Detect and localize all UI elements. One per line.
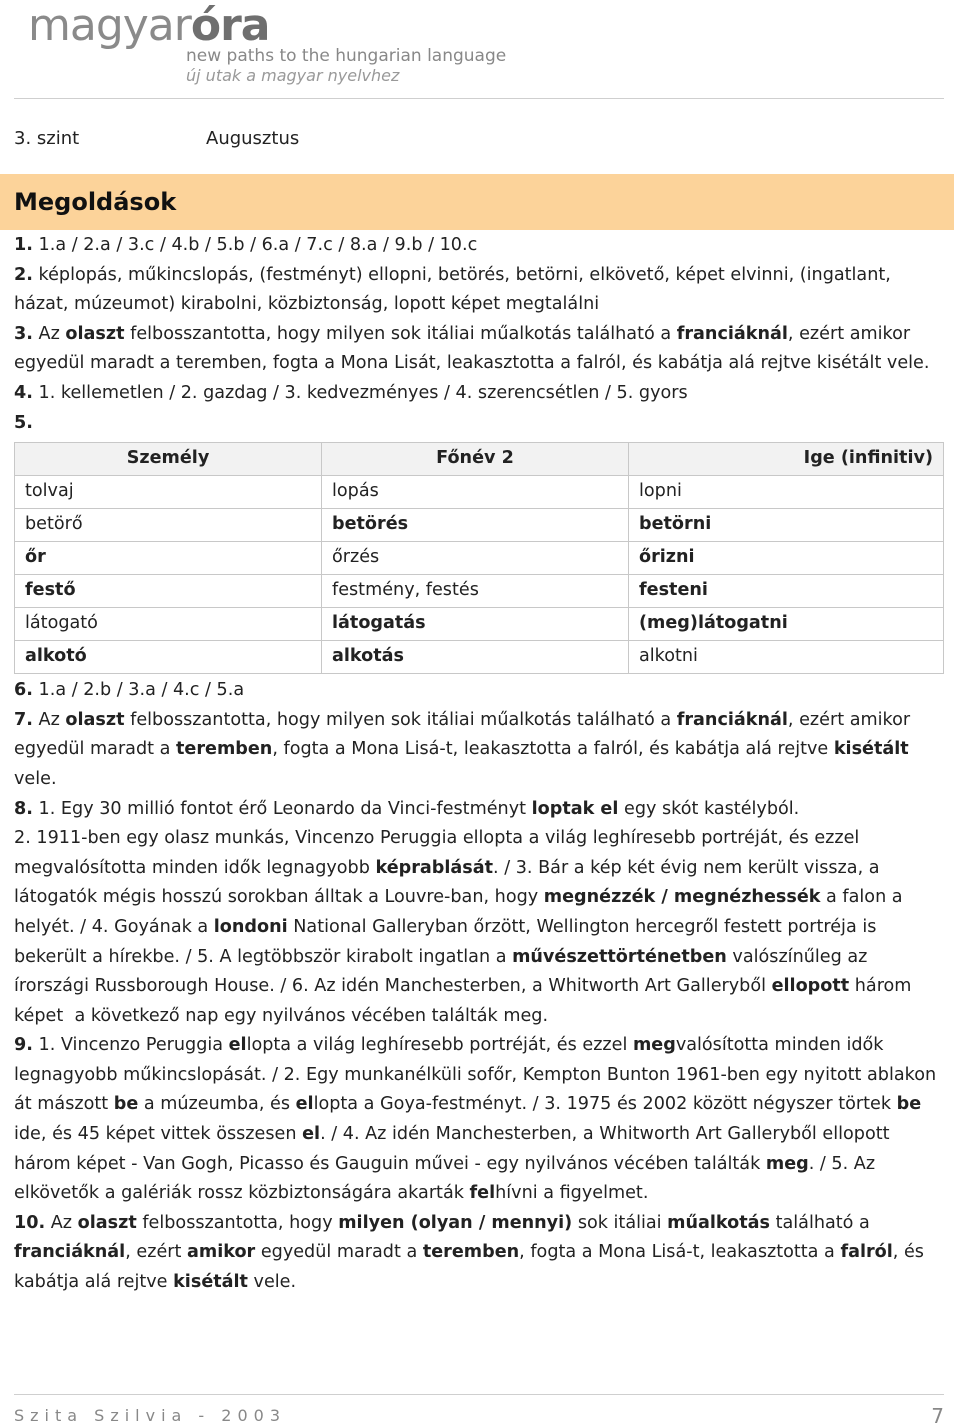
table-row [15, 509, 944, 542]
table-cell: őrzés [322, 542, 629, 575]
table-cell: festő [15, 575, 322, 608]
table-cell: lopás [322, 476, 629, 509]
table-cell: őrizni [629, 542, 944, 575]
page-number: 7 [931, 1404, 944, 1428]
answer-8: 8. 1. Egy 30 millió fontot érő Leonardo da Vinci-festményt loptak el egy skót kastélyból. 2. 1911-ben egy olasz munkás, Vincenzo Peruggia ellopta a világ leghíresebb portréját, és ezzel megvalósította minden idők legnagyobb képrablását. / 3. Bár a kép két évig nem került vissza, a látogatók mégis hosszú sorokban álltak a Louvre-ban, hogy megnézzék / megnézhessék a falon a helyét. / 4. Goyának a londoni National Galleryban őrzött, Wellington hercegről festett portréja is bekerült a hírekbe. / 5. A legtöbbször kirabolt ingatlan a művészettörténetben valószínűleg az írországi Russborough House. / 6. Az idén Manchesterben, a Whitworth Art Galleryből ellopott három képet a következő nap egy nyilvános vécében találták meg. [14, 798, 912, 1026]
table-row [15, 608, 944, 641]
table-cell: festmény, festés [322, 575, 629, 608]
table-cell: alkotni [629, 641, 944, 674]
table-row [15, 542, 944, 575]
solutions-banner [0, 174, 954, 230]
month-label: Augusztus [206, 128, 300, 149]
logo-tagline-hu: új utak a magyar nyelvhez [186, 66, 400, 85]
answer-5: 5. [14, 412, 33, 433]
table-cell: őr [15, 542, 322, 575]
answer-3: 3. Az olaszt felbosszantotta, hogy milyen sok itáliai műalkotás található a franciáknál, ezért amikor egyedül maradt a teremben, fogta a Mona Lisát, leakasztotta a falról, és kabátja alá rejtve kisétált vele. [14, 323, 930, 374]
table-cell: lopni [629, 476, 944, 509]
logo-tagline-en: new paths to the hungarian language [186, 46, 507, 66]
table-cell: betörés [322, 509, 629, 542]
level-line [14, 128, 300, 149]
header-szemely: Személy [15, 443, 322, 476]
solutions-title: Megoldások [14, 188, 177, 216]
table-cell: tolvaj [15, 476, 322, 509]
table-cell: (meg)látogatni [629, 608, 944, 641]
footer-author: Szita Szilvia - 2003 [14, 1406, 286, 1425]
table-row [15, 641, 944, 674]
page-header [0, 0, 960, 100]
answer-7: 7. Az olaszt felbosszantotta, hogy milyen sok itáliai műalkotás található a franciáknál, ezért amikor egyedül maradt a teremben, fogta a Mona Lisá-t, leakasztotta a falról, és kabátja alá rejtve kisétált vele. [14, 709, 911, 789]
table-cell: látogató [15, 608, 322, 641]
header-fonev: Főnév 2 [322, 443, 629, 476]
table-cell: festeni [629, 575, 944, 608]
header-divider [14, 98, 944, 99]
answer-10: 10. Az olaszt felbosszantotta, hogy milyen (olyan / mennyi) sok itáliai műalkotás található a franciáknál, ezért amikor egyedül maradt a teremben, fogta a Mona Lisá-t, leakasztotta a falról, és kabátja alá rejtve kisétált vele. [14, 1212, 924, 1293]
answer-4: 4. 1. kellemetlen / 2. gazdag / 3. kedvezményes / 4. szerencsétlen / 5. gyors [14, 382, 688, 403]
footer-divider [14, 1394, 944, 1395]
table-cell: alkotó [15, 641, 322, 674]
table-cell: látogatás [322, 608, 629, 641]
solutions-content [14, 231, 944, 1298]
header-ige: Ige (infinitiv) [629, 443, 944, 476]
level-label: 3. szint [14, 128, 80, 149]
answer-1: 1. 1.a / 2.a / 3.c / 4.b / 5.b / 6.a / 7.c / 8.a / 9.b / 10.c [14, 235, 478, 255]
answer-2: 2. képlopás, műkincslopás, (festményt) ellopni, betörés, betörni, elkövető, képet elvinni, (ingatlant, házat, múzeumot) kirabolni, közbiztonság, lopott képet megtalálni [14, 264, 891, 315]
table-row [15, 476, 944, 509]
table-cell: betörő [15, 509, 322, 542]
logo: magyaróra [28, 0, 270, 51]
answer-6: 6. 1.a / 2.b / 3.a / 4.c / 5.a [14, 680, 245, 701]
answer-5-table [14, 442, 944, 674]
table-row [15, 575, 944, 608]
table-cell: alkotás [322, 641, 629, 674]
table-cell: betörni [629, 509, 944, 542]
answer-9: 9. 1. Vincenzo Peruggia ellopta a világ leghíresebb portréját, és ezzel megvalósította minden idők legnagyobb műkincslopását. / 2. Egy munkanélküli sofőr, Kempton Bunton 1961-ben egy nyitott ablakon át mászott be a múzeumba, és ellopta a Goya-festményt. / 3. 1975 és 2002 között négyszer törtek be ide, és 45 képet vittek összesen el. / 4. Az idén Manchesterben, a Whitworth Art Galleryből ellopott három képet - Van Gogh, Picasso és Gauguin művei - egy nyilvános vécében találták meg. / 5. Az elkövetők a galériák rossz közbiztonságára akarták felhívni a figyelmet. [14, 1035, 937, 1204]
table-header-row [15, 443, 944, 476]
